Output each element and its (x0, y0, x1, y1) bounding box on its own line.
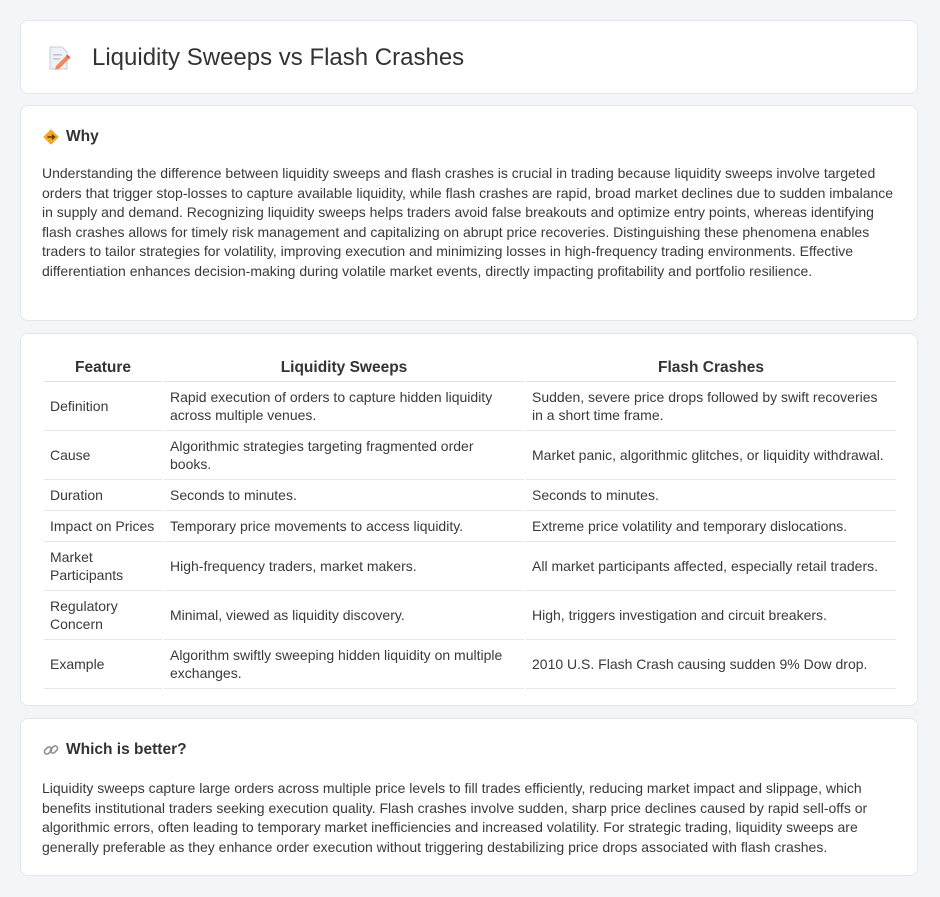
flash-crashes-cell: Seconds to minutes. (526, 480, 896, 511)
column-header: Flash Crashes (526, 352, 896, 382)
page-title: Liquidity Sweeps vs Flash Crashes (92, 44, 465, 71)
feature-cell: Cause (44, 431, 162, 480)
feature-cell: Example (44, 640, 162, 689)
flash-crashes-cell: All market participants affected, especially retail traders. (526, 542, 896, 591)
flash-crashes-cell: Market panic, algorithmic glitches, or liquidity withdrawal. (526, 431, 896, 480)
liquidity-sweeps-cell: Rapid execution of orders to capture hidden liquidity across multiple venues. (164, 382, 524, 431)
liquidity-sweeps-cell: Temporary price movements to access liquidity. (164, 511, 524, 542)
liquidity-sweeps-cell: Algorithm swiftly sweeping hidden liquidity on multiple exchanges. (164, 640, 524, 689)
table-row (44, 542, 896, 591)
why-heading (42, 128, 99, 146)
column-header: Liquidity Sweeps (164, 352, 524, 382)
table-row (44, 640, 896, 689)
feature-cell: Duration (44, 480, 162, 511)
liquidity-sweeps-cell: Minimal, viewed as liquidity discovery. (164, 591, 524, 640)
flash-crashes-cell: Extreme price volatility and temporary dislocations. (526, 511, 896, 542)
header-card (20, 20, 918, 94)
table-row (44, 591, 896, 640)
better-title: Which is better? (66, 741, 187, 758)
comparison-card (20, 333, 918, 706)
feature-cell: Regulatory Concern (44, 591, 162, 640)
flash-crashes-cell: 2010 U.S. Flash Crash causing sudden 9% Dow drop. (526, 640, 896, 689)
flash-crashes-cell: Sudden, severe price drops followed by swift recoveries in a short time frame. (526, 382, 896, 431)
link-icon (42, 741, 60, 759)
comparison-table (42, 352, 898, 689)
feature-cell: Definition (44, 382, 162, 431)
table-row (44, 511, 896, 542)
table-row (44, 480, 896, 511)
why-title: Why (66, 128, 99, 145)
table-row (44, 431, 896, 480)
table-header-row (44, 352, 896, 382)
liquidity-sweeps-cell: Algorithmic strategies targeting fragmented order books. (164, 431, 524, 480)
better-text: Liquidity sweeps capture large orders across multiple price levels to fill trades efficiently, reducing market impact and slippage, which benefits institutional traders seeking execution quality. Flash crashes involve sudden, sharp price declines caused by rapid sell-offs or algorithmic errors, often leading to temporary market inefficiencies and increased volatility. For strategic trading, liquidity sweeps are generally preferable as they enhance order execution without triggering destabilizing price drops associated with flash crashes. (42, 780, 868, 855)
which-is-better-section (20, 718, 918, 876)
feature-cell: Impact on Prices (44, 511, 162, 542)
document-pencil-icon (47, 45, 71, 71)
liquidity-sweeps-cell: High-frequency traders, market makers. (164, 542, 524, 591)
better-heading (42, 741, 187, 759)
liquidity-sweeps-cell: Seconds to minutes. (164, 480, 524, 511)
why-section (20, 105, 918, 321)
feature-cell: Market Participants (44, 542, 162, 591)
diamond-arrows-icon (42, 128, 60, 146)
table-row (44, 382, 896, 431)
why-text: Understanding the difference between liquidity sweeps and flash crashes is crucial in trading because liquidity sweeps involve targeted orders that trigger stop-losses to capture available liquidity, while flash crashes are rapid, broad market declines due to sudden imbalance in supply and demand. Recognizing liquidity sweeps helps traders avoid false breakouts and optimize entry points, whereas identifying flash crashes allows for timely risk management and capitalizing on abrupt price recoveries. Distinguishing these phenomena enables traders to tailor strategies for volatility, improving execution and minimizing losses in high-frequency trading environments. Effective differentiation enhances decision-making during volatile market events, directly impacting profitability and portfolio resilience. (42, 165, 894, 279)
column-header: Feature (44, 352, 162, 382)
flash-crashes-cell: High, triggers investigation and circuit breakers. (526, 591, 896, 640)
